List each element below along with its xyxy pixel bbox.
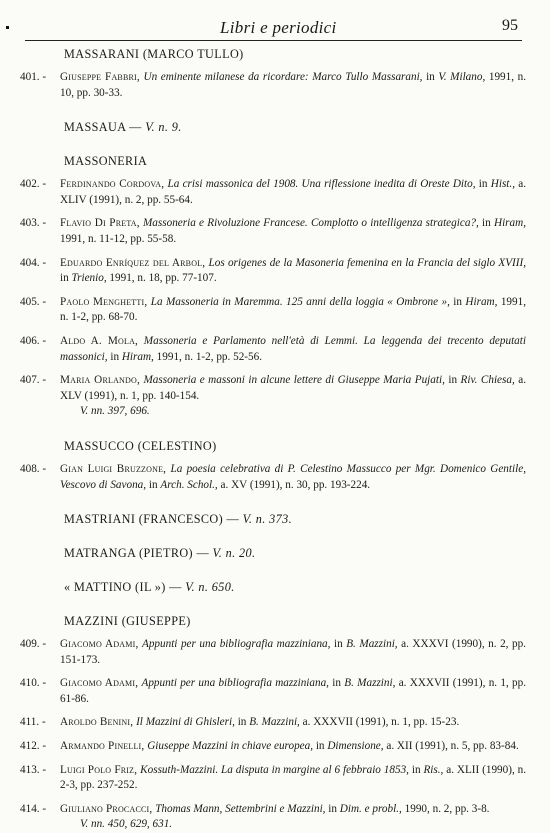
bibliography-entry: 402. - Ferdinando Cordova, La crisi massonica del 1908. Una riflessione inedita di Oreste Dito, in Hist., a. XLIV (1991), n. 2, pp. 55-64.	[20, 177, 526, 208]
entry-title: Giuseppe Mazzini in chiave europea,	[147, 740, 314, 753]
entry-number: 414. -	[20, 802, 47, 815]
margin-dot	[6, 26, 9, 29]
entry-details: a. XXXVI (1990), n. 2, pp. 151-173.	[60, 638, 526, 666]
entry-journal: Dim. e probl.,	[339, 802, 402, 815]
entry-title: Il Mazzini di Ghisleri,	[136, 716, 235, 729]
entry-author: Giuseppe Fabbri,	[60, 71, 140, 83]
section-heading: MASSONERIA	[64, 154, 148, 169]
entry-title: Thomas Mann, Settembrini e Mazzini,	[155, 802, 326, 815]
entry-author: Aldo A. Mola,	[60, 334, 139, 347]
entry-details: 1991, n. 1-2, pp. 68-70.	[60, 295, 526, 324]
cross-reference: V. n. 373.	[242, 512, 293, 527]
entry-details: a. XII (1991), n. 5, pp. 83-84.	[383, 740, 519, 753]
entry-author: Ferdinando Cordova,	[60, 178, 165, 191]
entry-author: Aroldo Benini,	[60, 716, 134, 729]
section-heading: MASTRIANI (FRANCESCO) — V. n. 373.	[64, 512, 293, 527]
entry-author: Maria Orlando,	[60, 374, 140, 387]
entry-journal: Hist.,	[490, 178, 515, 191]
entry-title: Appunti per una bibliografia mazziniana,	[141, 677, 329, 690]
bibliography-entry: 403. - Flavio Di Preta, Massoneria e Rivoluzione Francese. Complotto o intelligenza strategica?, in Hiram, 1991, n. 11-12, pp. 55-58.	[20, 216, 526, 247]
entry-title: Massoneria e Parlamento nell'età di Lemmi. La leggenda dei trecento deputati massonici,	[60, 334, 526, 363]
entry-number: 406. -	[20, 334, 47, 347]
entry-author: Giuliano Procacci,	[60, 802, 153, 815]
entry-journal: B. Mazzini,	[249, 716, 300, 729]
bibliography-entry: 406. - Aldo A. Mola, Massoneria e Parlamento nell'età di Lemmi. La leggenda dei trecento deputati massonici, in Hiram, 1991, n. 1-2, pp. 52-56.	[20, 334, 526, 365]
entry-details: 1990, n. 2, pp. 3-8.	[401, 802, 490, 815]
entry-number: 408. -	[20, 462, 47, 475]
entry-title: Los origenes de la Masoneria femenina en la Francia del siglo XVIII,	[208, 256, 527, 269]
section-heading: « MATTINO (IL ») — V. n. 650.	[64, 580, 235, 595]
entry-journal: B. Mazzini,	[346, 638, 398, 651]
entry-details: 1991, n. 18, pp. 77-107.	[106, 272, 217, 285]
running-head	[20, 14, 522, 40]
entry-journal: Riv. Chiesa,	[460, 374, 515, 387]
entry-number: 413. -	[20, 763, 47, 776]
entry-journal: Arch. Schol.,	[160, 478, 218, 491]
entry-title: La Massoneria in Maremma. 125 anni della loggia « Ombrone »,	[150, 295, 450, 308]
entry-details: a. XXXVII (1991), n. 1, pp. 15-23.	[299, 716, 460, 729]
entry-journal: B. Mazzini,	[344, 677, 396, 690]
section-heading: MASSUCCO (CELESTINO)	[64, 438, 217, 453]
entry-author: Gian Luigi Bruzzone,	[60, 462, 167, 475]
cross-reference: V. n. 9.	[145, 120, 182, 135]
entry-journal: Hiram,	[493, 217, 526, 230]
section-heading: MATRANGA (PIETRO) — V. n. 20.	[64, 546, 256, 561]
entry-author: Giacomo Adami,	[60, 677, 139, 690]
entry-author: Giacomo Adami,	[60, 638, 139, 651]
page-number: 95	[502, 17, 518, 34]
entry-title: Kossuth-Mazzini. La disputa in margine al 6 febbraio 1853,	[140, 763, 409, 776]
entry-author: Paolo Menghetti,	[60, 295, 148, 308]
entry-details: 1991, n. 1-2, pp. 52-56.	[153, 350, 262, 363]
entry-author: Armando Pinelli,	[60, 740, 145, 753]
entry-author: Luigi Polo Friz,	[60, 763, 138, 776]
entry-journal: V. Milano,	[438, 71, 486, 83]
entry-title: Un eminente milanese da ricordare: Marco Tullo Massarani,	[143, 71, 423, 83]
entry-number: 411. -	[20, 716, 46, 729]
bibliography-entry: 409. - Giacomo Adami, Appunti per una bibliografia mazziniana, in B. Mazzini, a. XXXVI (1990), n. 2, pp. 151-173.	[20, 637, 526, 668]
entry-title: La crisi massonica del 1908. Una riflessione inedita di Oreste Dito,	[167, 178, 476, 191]
bibliography-entry: 413. - Luigi Polo Friz, Kossuth-Mazzini. La disputa in margine al 6 febbraio 1853, in Ris., a. XLII (1990), n. 2-3, pp. 237-252.	[20, 763, 526, 794]
entry-number: 402. -	[20, 178, 47, 191]
bibliography-body	[20, 46, 526, 833]
bibliography-entry: 405. - Paolo Menghetti, La Massoneria in Maremma. 125 anni della loggia « Ombrone », in Hiram, 1991, n. 1-2, pp. 68-70.	[20, 295, 526, 326]
section-heading: MAZZINI (GIUSEPPE)	[64, 614, 191, 629]
see-also: V. nn. 397, 696.	[80, 405, 150, 418]
entry-number: 403. -	[20, 217, 47, 230]
bibliography-entry: 401. - Giuseppe Fabbri, Un eminente milanese da ricordare: Marco Tullo Massarani, in V. Milano, 1991, n. 10, pp. 30-33.	[20, 70, 526, 101]
entry-details: 1991, n. 11-12, pp. 55-58.	[60, 232, 177, 245]
entry-details: a. XLIV (1991), n. 2, pp. 55-64.	[60, 178, 527, 206]
entry-title: La poesia celebrativa di P. Celestino Massucco per Mgr. Domenico Gentile, Vescovo di Savona,	[60, 462, 526, 491]
entry-number: 405. -	[20, 295, 47, 308]
bibliography-entry: 404. - Eduardo Enríquez del Arbol, Los origenes de la Masoneria femenina en la Francia del siglo XVIII, in Trienio, 1991, n. 18, pp. 77-107.	[20, 256, 526, 287]
entry-number: 412. -	[20, 740, 47, 753]
bibliography-entry: 414. - Giuliano Procacci, Thomas Mann, Settembrini e Mazzini, in Dim. e probl., 1990, n. 2, pp. 3-8. V. nn. 450, 629, 631.	[20, 802, 526, 833]
bibliography-entry: 412. - Armando Pinelli, Giuseppe Mazzini in chiave europea, in Dimensione, a. XII (1991), n. 5, pp. 83-84.	[20, 739, 526, 755]
entry-number: 409. -	[20, 638, 47, 651]
entry-journal: Ris.,	[423, 763, 444, 776]
header-rule	[25, 40, 522, 41]
bibliography-entry: 408. - Gian Luigi Bruzzone, La poesia celebrativa di P. Celestino Massucco per Mgr. Domenico Gentile, Vescovo di Savona, in Arch. Schol., a. XV (1991), n. 30, pp. 193-224.	[20, 462, 526, 493]
cross-reference: V. n. 650.	[185, 580, 235, 595]
entry-details: a. XXXVII (1991), n. 1, pp. 61-86.	[60, 677, 527, 705]
running-title: Libri e periodici	[220, 18, 337, 37]
entry-journal: Hiram,	[465, 295, 498, 308]
entry-author: Flavio Di Preta,	[60, 217, 140, 230]
entry-number: 407. -	[20, 374, 47, 387]
bibliography-entry: 407. - Maria Orlando, Massoneria e massoni in alcune lettere di Giuseppe Maria Pujati, in Riv. Chiesa, a. XLV (1991), n. 1, pp. 140-154. V. nn. 397, 696.	[20, 373, 526, 420]
bibliography-entry: 411. - Aroldo Benini, Il Mazzini di Ghisleri, in B. Mazzini, a. XXXVII (1991), n. 1, pp. 15-23.	[20, 715, 526, 731]
entry-details: a. XLII (1990), n. 2-3, pp. 237-252.	[60, 763, 527, 792]
entry-number: 410. -	[20, 677, 47, 690]
entry-details: a. XV (1991), n. 30, pp. 193-224.	[217, 478, 371, 491]
cross-reference: V. n. 20.	[212, 546, 256, 561]
section-heading: MASSARANI (MARCO TULLO)	[64, 47, 244, 61]
see-also: V. nn. 450, 629, 631.	[80, 818, 173, 831]
entry-title: Appunti per una bibliografia mazziniana,	[141, 638, 331, 651]
entry-number: 401. -	[20, 71, 47, 83]
entry-journal: Dimensione,	[327, 740, 384, 753]
entry-title: Massoneria e Rivoluzione Francese. Complotto o intelligenza strategica?,	[142, 217, 479, 230]
entry-details: a. XLV (1991), n. 1, pp. 140-154.	[60, 374, 526, 402]
entry-number: 404. -	[20, 256, 47, 269]
section-heading: MASSAUA — V. n. 9.	[64, 120, 182, 135]
entry-journal: Trienio,	[71, 272, 107, 285]
entry-author: Eduardo Enríquez del Arbol,	[60, 256, 206, 269]
entry-title: Massoneria e massoni in alcune lettere di Giuseppe Maria Pujati,	[143, 374, 445, 387]
bibliography-entry: 410. - Giacomo Adami, Appunti per una bibliografia mazziniana, in B. Mazzini, a. XXXVII (1991), n. 1, pp. 61-86.	[20, 676, 526, 707]
entry-journal: Hiram,	[121, 350, 154, 363]
entry-details: 1991, n. 10, pp. 30-33.	[60, 71, 527, 99]
